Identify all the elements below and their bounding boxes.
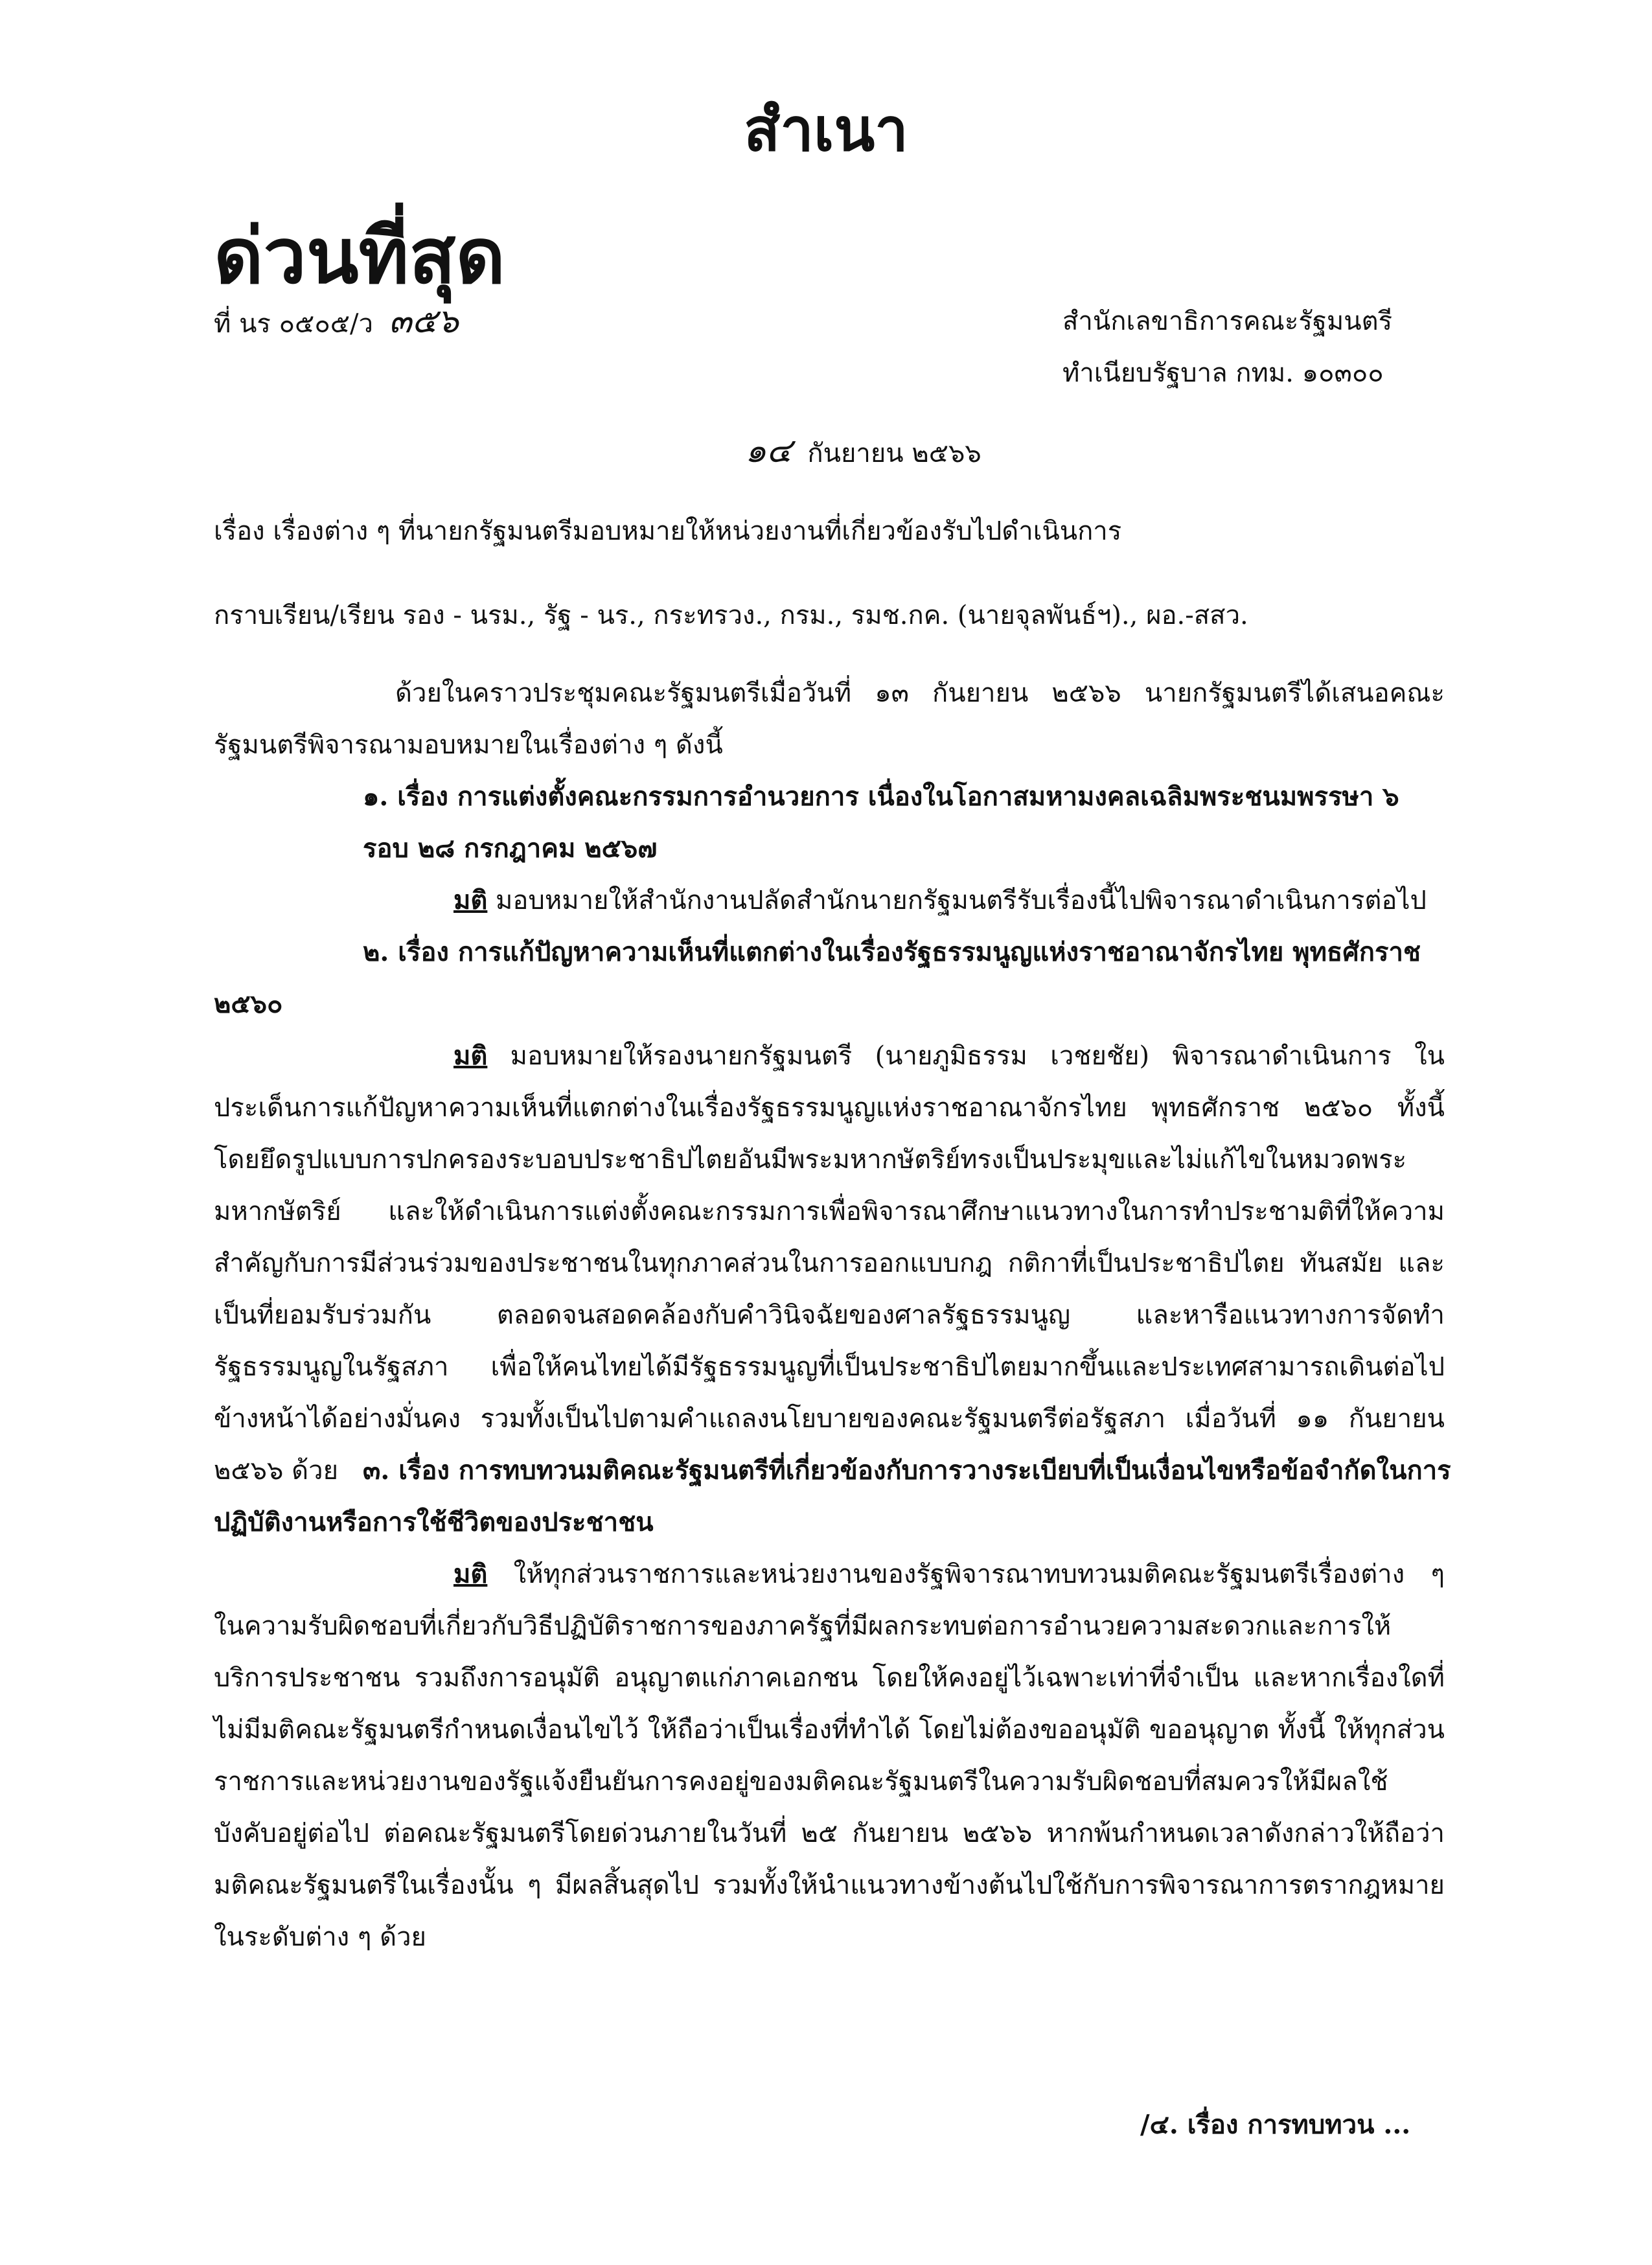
resolution-text: ให้ทุกส่วนราชการและหน่วยงานของรัฐพิจารณาทบทวนมติคณะรัฐมนตรีเรื่องต่าง ๆ ในความรับผิดชอบที่เกี่ยวกับวิธีปฏิบัติราชการของภาครัฐที่มีผลกระทบต่อการอำนวยความสะดวกและการให้บริการประชาชน รวมถึงการอนุมัติ อนุญาตแก่ภาคเอกชน โดยให้คงอยู่ไว้เฉพาะเท่าที่จำเป็น และหากเรื่องใดที่ไม่มีมติคณะรัฐมนตรีกำหนดเงื่อนไขไว้ ให้ถือว่าเป็นเรื่องที่ทำได้ โดยไม่ต้องขออนุมัติ ขออนุญาต ทั้งนี้ ให้ทุกส่วนราชการและหน่วยงานของรัฐแจ้งยืนยันการคงอยู่ของมติคณะรัฐมนตรีในความรับผิดชอบที่สมควรให้มีผลใช้บังคับอยู่ต่อไป ต่อคณะรัฐมนตรีโดยด่วนภายในวันที่ ๒๕ กันยายน ๒๕๖๖ หากพ้นกำหนดเวลาดังกล่าวให้ถือว่ามติคณะรัฐมนตรีในเรื่องนั้น ๆ มีผลสิ้นสุดไป รวมทั้งให้นำแนวทางข้างต้นไปใช้กับการพิจารณาการตรากฎหมายในระดับต่าง ๆ ด้วย bbox=[214, 1559, 1445, 1952]
office-name: สำนักเลขาธิการคณะรัฐมนตรี bbox=[1062, 306, 1393, 336]
document-number-prefix: ที่ นร ๐๕๐๕/ว bbox=[214, 309, 373, 339]
resolution-label: มติ bbox=[453, 885, 488, 915]
intro-paragraph: ด้วยในคราวประชุมคณะรัฐมนตรีเมื่อวันที่ ๑๓ กันยายน ๒๕๖๖ นายกรัฐมนตรีได้เสนอคณะรัฐมนตรีพิจารณามอบหมายในเรื่องต่าง ๆ ดังนี้ bbox=[214, 678, 1445, 760]
office-location: ทำเนียบรัฐบาล กทม. ๑๐๓๐๐ bbox=[1062, 358, 1384, 388]
date-month-year: กันยายน ๒๕๖๖ bbox=[807, 439, 981, 468]
item-1-heading: ๑. เรื่อง การแต่งตั้งคณะกรรมการอำนวยการ เนื่องในโอกาสมหามงคลเฉลิมพระชนมพรรษา ๖ รอบ ๒๘ กรกฎาคม ๒๕๖๗ bbox=[363, 781, 1399, 864]
resolution-text: มอบหมายให้สำนักงานปลัดสำนักนายกรัฐมนตรีรับเรื่องนี้ไปพิจารณาดำเนินการต่อไป bbox=[487, 886, 1427, 915]
subject-line: เรื่อง เรื่องต่าง ๆ ที่นายกรัฐมนตรีมอบหมายให้หน่วยงานที่เกี่ยวข้องรับไปดำเนินการ bbox=[214, 516, 1122, 546]
document-number-handwritten: ๓๕๖ bbox=[388, 302, 459, 341]
item-3-resolution bbox=[214, 1548, 1445, 1963]
urgency-heading: ด่วนที่สุด bbox=[214, 211, 505, 301]
item-2-resolution bbox=[214, 1030, 1445, 1497]
date-day-handwritten: ๑๔ bbox=[745, 431, 792, 470]
continuation-marker: /๔. เรื่อง การทบทวน ... bbox=[1140, 2110, 1411, 2140]
addressee-line: กราบเรียน/เรียน รอง - นรม., รัฐ - นร., กระทรวง., กรม., รมช.กค. (นายจุลพันธ์ฯ)., ผอ.-สสว. bbox=[214, 601, 1248, 630]
resolution-label: มติ bbox=[453, 1559, 488, 1589]
copy-stamp: สำเนา bbox=[744, 95, 908, 165]
document-number bbox=[214, 295, 459, 350]
resolution-label: มติ bbox=[453, 1041, 488, 1071]
office-address bbox=[1062, 295, 1392, 399]
item-1-resolution bbox=[453, 875, 1427, 926]
item-2-heading: ๒. เรื่อง การแก้ปัญหาความเห็นที่แตกต่างในเรื่องรัฐธรรมนูญแห่งราชอาณาจักรไทย พุทธศักราช ๒๕๖๐ bbox=[214, 937, 1421, 1019]
item-3-heading: ๓. เรื่อง การทบทวนมติคณะรัฐมนตรีที่เกี่ยวข้องกับการวางระเบียบที่เป็นเงื่อนไขหรือข้อจำกัดในการปฏิบัติงานหรือการใช้ชีวิตของประชาชน bbox=[214, 1455, 1451, 1537]
resolution-text: มอบหมายให้รองนายกรัฐมนตรี (นายภูมิธรรม เวชยชัย) พิจารณาดำเนินการ ในประเด็นการแก้ปัญหาความเห็นที่แตกต่างในเรื่องรัฐธรรมนูญแห่งราชอาณาจักรไทย พุทธศักราช ๒๕๖๐ ทั้งนี้ โดยยึดรูปแบบการปกครองระบอบประชาธิปไตยอันมีพระมหากษัตริย์ทรงเป็นประมุขและไม่แก้ไขในหมวดพระมหากษัตริย์ และให้ดำเนินการแต่งตั้งคณะกรรมการเพื่อพิจารณาศึกษาแนวทางในการทำประชามติที่ให้ความสำคัญกับการมีส่วนร่วมของประชาชนในทุกภาคส่วนในการออกแบบกฎ กติกาที่เป็นประชาธิปไตย ทันสมัย และเป็นที่ยอมรับร่วมกัน ตลอดจนสอดคล้องกับคำวินิจฉัยของศาลรัฐธรรมนูญ และหารือแนวทางการจัดทำรัฐธรรมนูญในรัฐสภา เพื่อให้คนไทยได้มีรัฐธรรมนูญที่เป็นประชาธิปไตยมากขึ้นและประเทศสามารถเดินต่อไปข้างหน้าได้อย่างมั่นคง รวมทั้งเป็นไปตามคำแถลงนโยบายของคณะรัฐมนตรีต่อรัฐสภา เมื่อวันที่ ๑๑ กันยายน ๒๕๖๖ ด้วย bbox=[214, 1041, 1445, 1486]
document-date bbox=[745, 425, 981, 479]
